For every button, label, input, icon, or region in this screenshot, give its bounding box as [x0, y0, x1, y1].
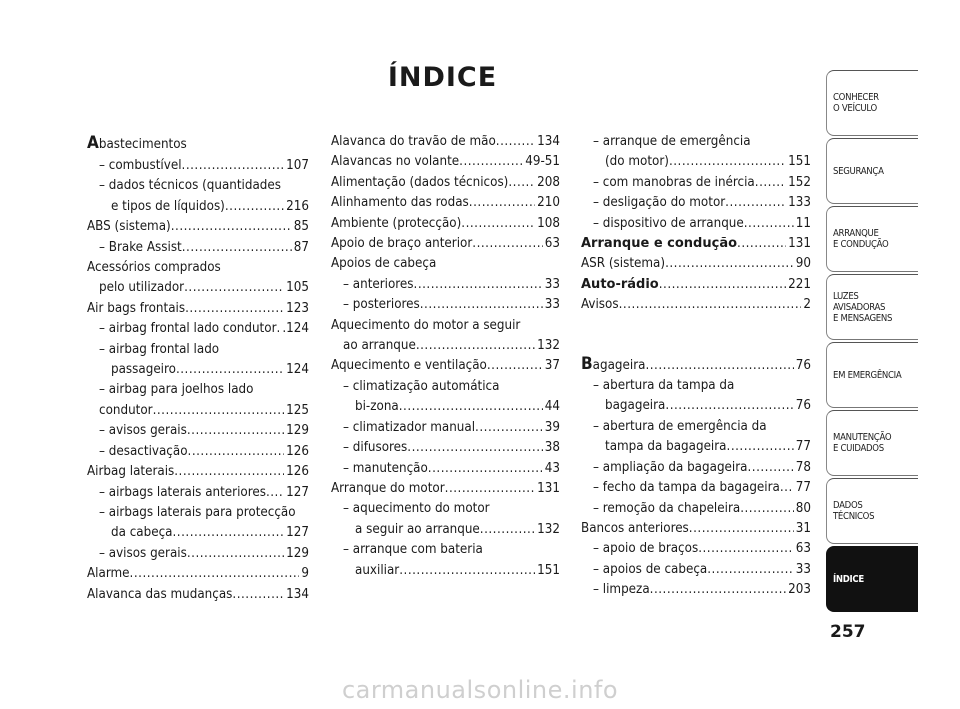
section-letter: B: [581, 353, 593, 374]
entry-label: Airbag laterais: [87, 464, 175, 480]
leader-dots: [755, 173, 786, 193]
index-entry[interactable]: [331, 275, 560, 295]
index-entry[interactable]: [331, 173, 560, 193]
page-ref: 126: [286, 464, 309, 480]
index-entry[interactable]: [581, 539, 811, 559]
entry-label: – remoção da chapeleira: [593, 500, 741, 516]
index-entry-label: – airbag frontal lado: [99, 341, 220, 357]
tab-label: LUZES: [833, 290, 859, 302]
page-ref: 151: [537, 562, 560, 578]
page-ref: 38: [544, 440, 560, 456]
page-ref: 124: [286, 362, 309, 378]
page-ref: .124: [282, 321, 309, 337]
leader-dots: [182, 238, 292, 258]
entry-label: – dispositivo de arranque: [593, 215, 744, 231]
entry-label: Air bags frontais: [87, 300, 186, 316]
page-ref: 210: [537, 195, 560, 211]
leader-dots: [188, 442, 285, 462]
page-ref: 43: [544, 460, 560, 476]
page-ref: 77: [795, 439, 811, 455]
tab-label: E CONDUÇÃO: [833, 239, 889, 250]
index-entry-label: – abertura da tampa da: [593, 378, 735, 394]
index-entry[interactable]: [87, 156, 309, 176]
index-column-2: [331, 132, 560, 581]
entry-label: ASR (sistema): [581, 256, 666, 272]
leader-dots: [619, 295, 802, 315]
page-ref: 63: [795, 541, 811, 557]
index-entry[interactable]: [331, 214, 560, 234]
page-ref: 87: [293, 239, 309, 255]
page-ref: 131: [537, 480, 560, 496]
leader-dots: [407, 438, 543, 458]
leader-dots: [747, 458, 793, 478]
index-entry[interactable]: [331, 397, 560, 417]
entry-label: Alinhamento das rodas: [331, 195, 469, 211]
entry-label: Alarme: [87, 566, 130, 582]
leader-dots: [232, 585, 284, 605]
index-entry[interactable]: [581, 214, 811, 234]
leader-dots: [780, 478, 794, 498]
page-ref: 11: [795, 215, 811, 231]
index-entry[interactable]: [87, 278, 309, 298]
leader-dots: [130, 564, 300, 584]
index-entry[interactable]: [581, 173, 811, 193]
leader-dots: [420, 295, 543, 315]
entry-label: – limpeza: [593, 582, 650, 598]
index-entry[interactable]: [87, 523, 309, 543]
index-entry[interactable]: [581, 152, 811, 172]
index-entry[interactable]: [331, 520, 560, 540]
entry-label: Aquecimento e ventilação: [331, 358, 487, 374]
entry-label: Avisos: [581, 297, 619, 313]
page-ref: 208: [537, 174, 560, 190]
tab-label: AVISADORAS: [833, 301, 886, 313]
entry-label: Alavanca das mudanças: [87, 586, 233, 602]
entry-label: Ambiente (protecção): [331, 215, 462, 231]
leader-dots: [445, 479, 536, 499]
leader-dots: [487, 356, 543, 376]
index-column-3: [581, 132, 811, 601]
page-ref: 9: [301, 566, 309, 582]
entry-label: – apoios de cabeça: [593, 561, 708, 577]
index-entry-label: – climatização automática: [343, 378, 500, 394]
entry-label: ao arranque: [343, 338, 416, 354]
leader-dots: [650, 580, 787, 600]
tab-label: ÍNDICE: [833, 573, 864, 585]
leader-dots: [469, 193, 535, 213]
leader-dots: [185, 299, 284, 319]
leader-dots: [187, 421, 284, 441]
leader-dots: [659, 275, 786, 295]
entry-label: – combustível: [99, 158, 182, 173]
leader-dots: [737, 234, 786, 254]
tab-label: DADOS: [833, 500, 863, 511]
index-entry[interactable]: [331, 479, 560, 499]
entry-label: condutor: [99, 402, 153, 418]
page-ref: 105: [286, 280, 309, 296]
page-ref: 129: [286, 423, 309, 439]
leader-dots: [472, 234, 543, 254]
page-ref: 77: [795, 480, 811, 496]
page-ref: 129: [286, 545, 309, 561]
entry-label: – desactivação: [99, 443, 188, 459]
leader-dots: [153, 401, 285, 421]
entry-label: – ampliação da bagageira: [593, 459, 748, 475]
entry-label: e tipos de líquidos): [111, 198, 225, 214]
entry-label: Apoio de braço anterior: [331, 236, 473, 252]
page-ref: 134: [537, 134, 560, 149]
tab-label: CONHECER: [833, 92, 879, 103]
leader-dots: [669, 152, 786, 172]
entry-label: tampa da bagageira: [605, 439, 727, 455]
leader-dots: [689, 519, 794, 539]
page-number: 257: [830, 622, 866, 642]
tab-label: O VEÍCULO: [833, 103, 877, 114]
index-entry[interactable]: [87, 197, 309, 217]
tab-label: EM EMERGÊNCIA: [833, 369, 902, 381]
leader-dots: [184, 278, 284, 298]
page-ref: 33: [795, 561, 811, 577]
index-entry[interactable]: [581, 354, 811, 376]
page-ref: 131: [788, 236, 811, 252]
index-entry[interactable]: [87, 217, 309, 237]
entry-label: Alavanca do travão de mão: [331, 134, 496, 149]
leader-dots: [174, 462, 284, 482]
tab-luzes-avisadoras[interactable]: [826, 274, 918, 340]
tab-dados-tecnicos[interactable]: [826, 478, 918, 544]
index-entry[interactable]: [87, 462, 309, 482]
index-entry-label: – airbag para joelhos lado: [99, 382, 254, 398]
entry-label: da cabeça: [111, 525, 173, 541]
leader-dots: [266, 483, 284, 503]
tab-label: MANUTENÇÃO: [833, 432, 892, 443]
page-title: ÍNDICE: [387, 62, 498, 93]
index-entry[interactable]: [581, 437, 811, 457]
index-entry[interactable]: [581, 458, 811, 478]
leader-dots: [225, 197, 284, 217]
leader-dots: [182, 156, 285, 176]
leader-dots: [707, 560, 794, 580]
entry-label: Alimentação (dados técnicos): [331, 174, 509, 190]
index-entry-label: – dados técnicos (quantidades: [99, 178, 282, 194]
leader-dots: [744, 214, 794, 234]
entry-label: Bancos anteriores: [581, 520, 689, 536]
page-ref: 107: [286, 158, 309, 173]
entry-label: a seguir ao arranque: [355, 521, 480, 537]
index-entry[interactable]: [331, 561, 560, 581]
tab-seguranca[interactable]: [826, 138, 918, 204]
page-ref: 78: [795, 459, 811, 475]
entry-label: Alavancas no volante: [331, 154, 460, 170]
index-entry[interactable]: [87, 401, 309, 421]
page-ref: 133: [788, 195, 811, 211]
tab-conhecer-o-veiculo[interactable]: [826, 70, 918, 136]
page-ref: 134: [286, 586, 309, 602]
index-entry[interactable]: [87, 319, 309, 339]
page-ref: 33: [544, 276, 560, 292]
index-column-1: [87, 132, 309, 605]
entry-label: Arranque do motor: [331, 480, 445, 496]
index-entry[interactable]: [581, 275, 811, 295]
page-ref: 90: [795, 256, 811, 272]
index-entry[interactable]: [87, 483, 309, 503]
leader-dots: [698, 539, 794, 559]
index-entry[interactable]: [87, 564, 309, 584]
index-entry[interactable]: [581, 478, 811, 498]
page-ref: 39: [544, 419, 560, 435]
entry-label: – avisos gerais: [99, 423, 187, 439]
entry-label: – posteriores: [343, 297, 420, 313]
index-entry[interactable]: [581, 396, 811, 416]
tab-label: ARRANQUE: [833, 228, 879, 239]
index-entry[interactable]: [331, 438, 560, 458]
leader-dots: [173, 523, 285, 543]
index-entry-label: Aquecimento do motor a seguir: [331, 317, 521, 333]
index-entry[interactable]: [331, 132, 560, 152]
page-ref: 216: [286, 198, 309, 214]
index-entry-label: – airbags laterais para protecção: [99, 504, 296, 520]
entry-label: ABS (sistema): [87, 219, 171, 235]
page-ref: 125: [286, 402, 309, 418]
index-entry-label: Acessórios comprados: [87, 260, 221, 276]
page-ref: 85: [293, 219, 309, 235]
index-entry[interactable]: [331, 152, 560, 172]
page-ref: 63: [544, 236, 560, 252]
entry-label: auxiliar: [355, 562, 400, 578]
entry-label: – airbag frontal lado condutor: [99, 321, 277, 337]
leader-dots: [665, 396, 793, 416]
leader-dots: [665, 254, 794, 274]
tab-indice[interactable]: [826, 546, 918, 612]
leader-dots: [459, 152, 523, 172]
leader-dots: [176, 360, 284, 380]
leader-dots: [171, 217, 292, 237]
leader-dots: [461, 214, 535, 234]
index-entry[interactable]: [331, 336, 560, 356]
tab-label: E MENSAGENS: [833, 312, 893, 324]
leader-dots: [740, 499, 794, 519]
entry-label: – desligação do motor: [593, 195, 726, 211]
page-ref: 123: [286, 300, 309, 316]
page-ref: 132: [537, 521, 560, 537]
index-entry-label: Apoios de cabeça: [331, 256, 437, 272]
entry-label: Arranque e condução: [581, 236, 738, 252]
leader-dots: [187, 544, 284, 564]
leader-dots: [414, 275, 543, 295]
index-entry[interactable]: [331, 234, 560, 254]
index-entry[interactable]: [331, 459, 560, 479]
index-entry[interactable]: [581, 499, 811, 519]
leader-dots: [399, 397, 543, 417]
entry-label-text: agageira: [592, 357, 646, 373]
entry-label: – manutenção: [343, 460, 428, 476]
page-ref: 33: [544, 297, 560, 313]
section-letter: A: [87, 133, 99, 153]
index-entry[interactable]: [581, 234, 811, 254]
entry-label: pelo utilizador: [99, 280, 185, 296]
entry-label: – airbags laterais anteriores: [99, 484, 266, 500]
tab-label: TÉCNICOS: [833, 511, 875, 522]
leader-dots: [645, 356, 793, 376]
entry-label: – fecho da tampa da bagageira: [593, 480, 780, 496]
entry-label: – com manobras de inércia: [593, 174, 755, 190]
tab-arranque-e-conducao[interactable]: [826, 206, 918, 272]
entry-label: – Brake Assist: [99, 239, 182, 255]
page-ref: 108: [537, 215, 560, 231]
leader-dots: [508, 173, 535, 193]
section-tabs: [826, 70, 918, 614]
index-entry[interactable]: [331, 295, 560, 315]
entry-label: – avisos gerais: [99, 545, 187, 561]
index-entry[interactable]: [87, 238, 309, 258]
index-entry[interactable]: [331, 418, 560, 438]
page-ref: 44: [544, 399, 560, 415]
entry-label: [581, 354, 645, 376]
index-entry-label: – arranque com bateria: [343, 542, 483, 558]
leader-dots: [416, 336, 535, 356]
page-ref: 49-51: [525, 154, 560, 170]
watermark: carmanualsonline.info: [341, 676, 619, 704]
page-ref: 203: [788, 582, 811, 598]
page-ref: 126: [286, 443, 309, 459]
entry-label: – anteriores: [343, 276, 414, 292]
entry-label: (do motor): [605, 154, 669, 170]
leader-dots: [480, 520, 535, 540]
index-entry-label: – arranque de emergência: [593, 134, 751, 149]
page-ref: 127: [286, 484, 309, 500]
entry-label: – difusores: [343, 440, 408, 456]
index-entry-label: bastecimentos: [98, 137, 187, 152]
index-entry-label: – aquecimento do motor: [343, 501, 490, 517]
index-entry[interactable]: [331, 356, 560, 376]
entry-label: bagageira: [605, 398, 666, 414]
page-ref: 76: [795, 357, 811, 373]
index-entry[interactable]: [331, 193, 560, 213]
index-entry[interactable]: [581, 193, 811, 213]
page-ref: 221: [788, 276, 811, 292]
section-heading-a: [87, 132, 309, 156]
index-entry[interactable]: [581, 519, 811, 539]
page-ref: 2: [803, 297, 811, 313]
page-ref: 76: [795, 398, 811, 414]
leader-dots: [727, 437, 794, 457]
page-ref: 152: [788, 174, 811, 190]
leader-dots: [428, 459, 543, 479]
leader-dots: [399, 561, 535, 581]
spacer: [581, 316, 811, 354]
entry-label: – climatizador manual: [343, 419, 476, 435]
tab-label: E CUIDADOS: [833, 443, 884, 454]
leader-dots: [475, 418, 543, 438]
entry-label: passageiro: [111, 362, 176, 378]
page-ref: 132: [537, 338, 560, 354]
leader-dots: [725, 193, 786, 213]
index-entry[interactable]: [87, 544, 309, 564]
index-entry[interactable]: [581, 254, 811, 274]
page-ref: 151: [788, 154, 811, 170]
entry-label: Auto-rádio: [581, 276, 659, 292]
index-entry[interactable]: [87, 442, 309, 462]
index-entry[interactable]: [581, 580, 811, 600]
index-entry[interactable]: [581, 295, 811, 315]
index-entry[interactable]: [581, 560, 811, 580]
index-entry-label: – abertura de emergência da: [593, 418, 767, 434]
tab-em-emergencia[interactable]: [826, 342, 918, 408]
index-entry[interactable]: [87, 421, 309, 441]
index-entry[interactable]: [87, 360, 309, 380]
index-entry[interactable]: [87, 299, 309, 319]
entry-label: bi-zona: [355, 399, 399, 415]
leader-dots: [496, 132, 535, 152]
page-ref: 37: [544, 358, 560, 374]
page-ref: 31: [795, 520, 811, 536]
index-entry[interactable]: [87, 585, 309, 605]
tab-label: SEGURANÇA: [833, 165, 884, 177]
page-ref: 80: [795, 500, 811, 516]
page-ref: 127: [286, 525, 309, 541]
entry-label: – apoio de braços: [593, 541, 699, 557]
tab-manutencao-e-cuidados[interactable]: [826, 410, 918, 476]
